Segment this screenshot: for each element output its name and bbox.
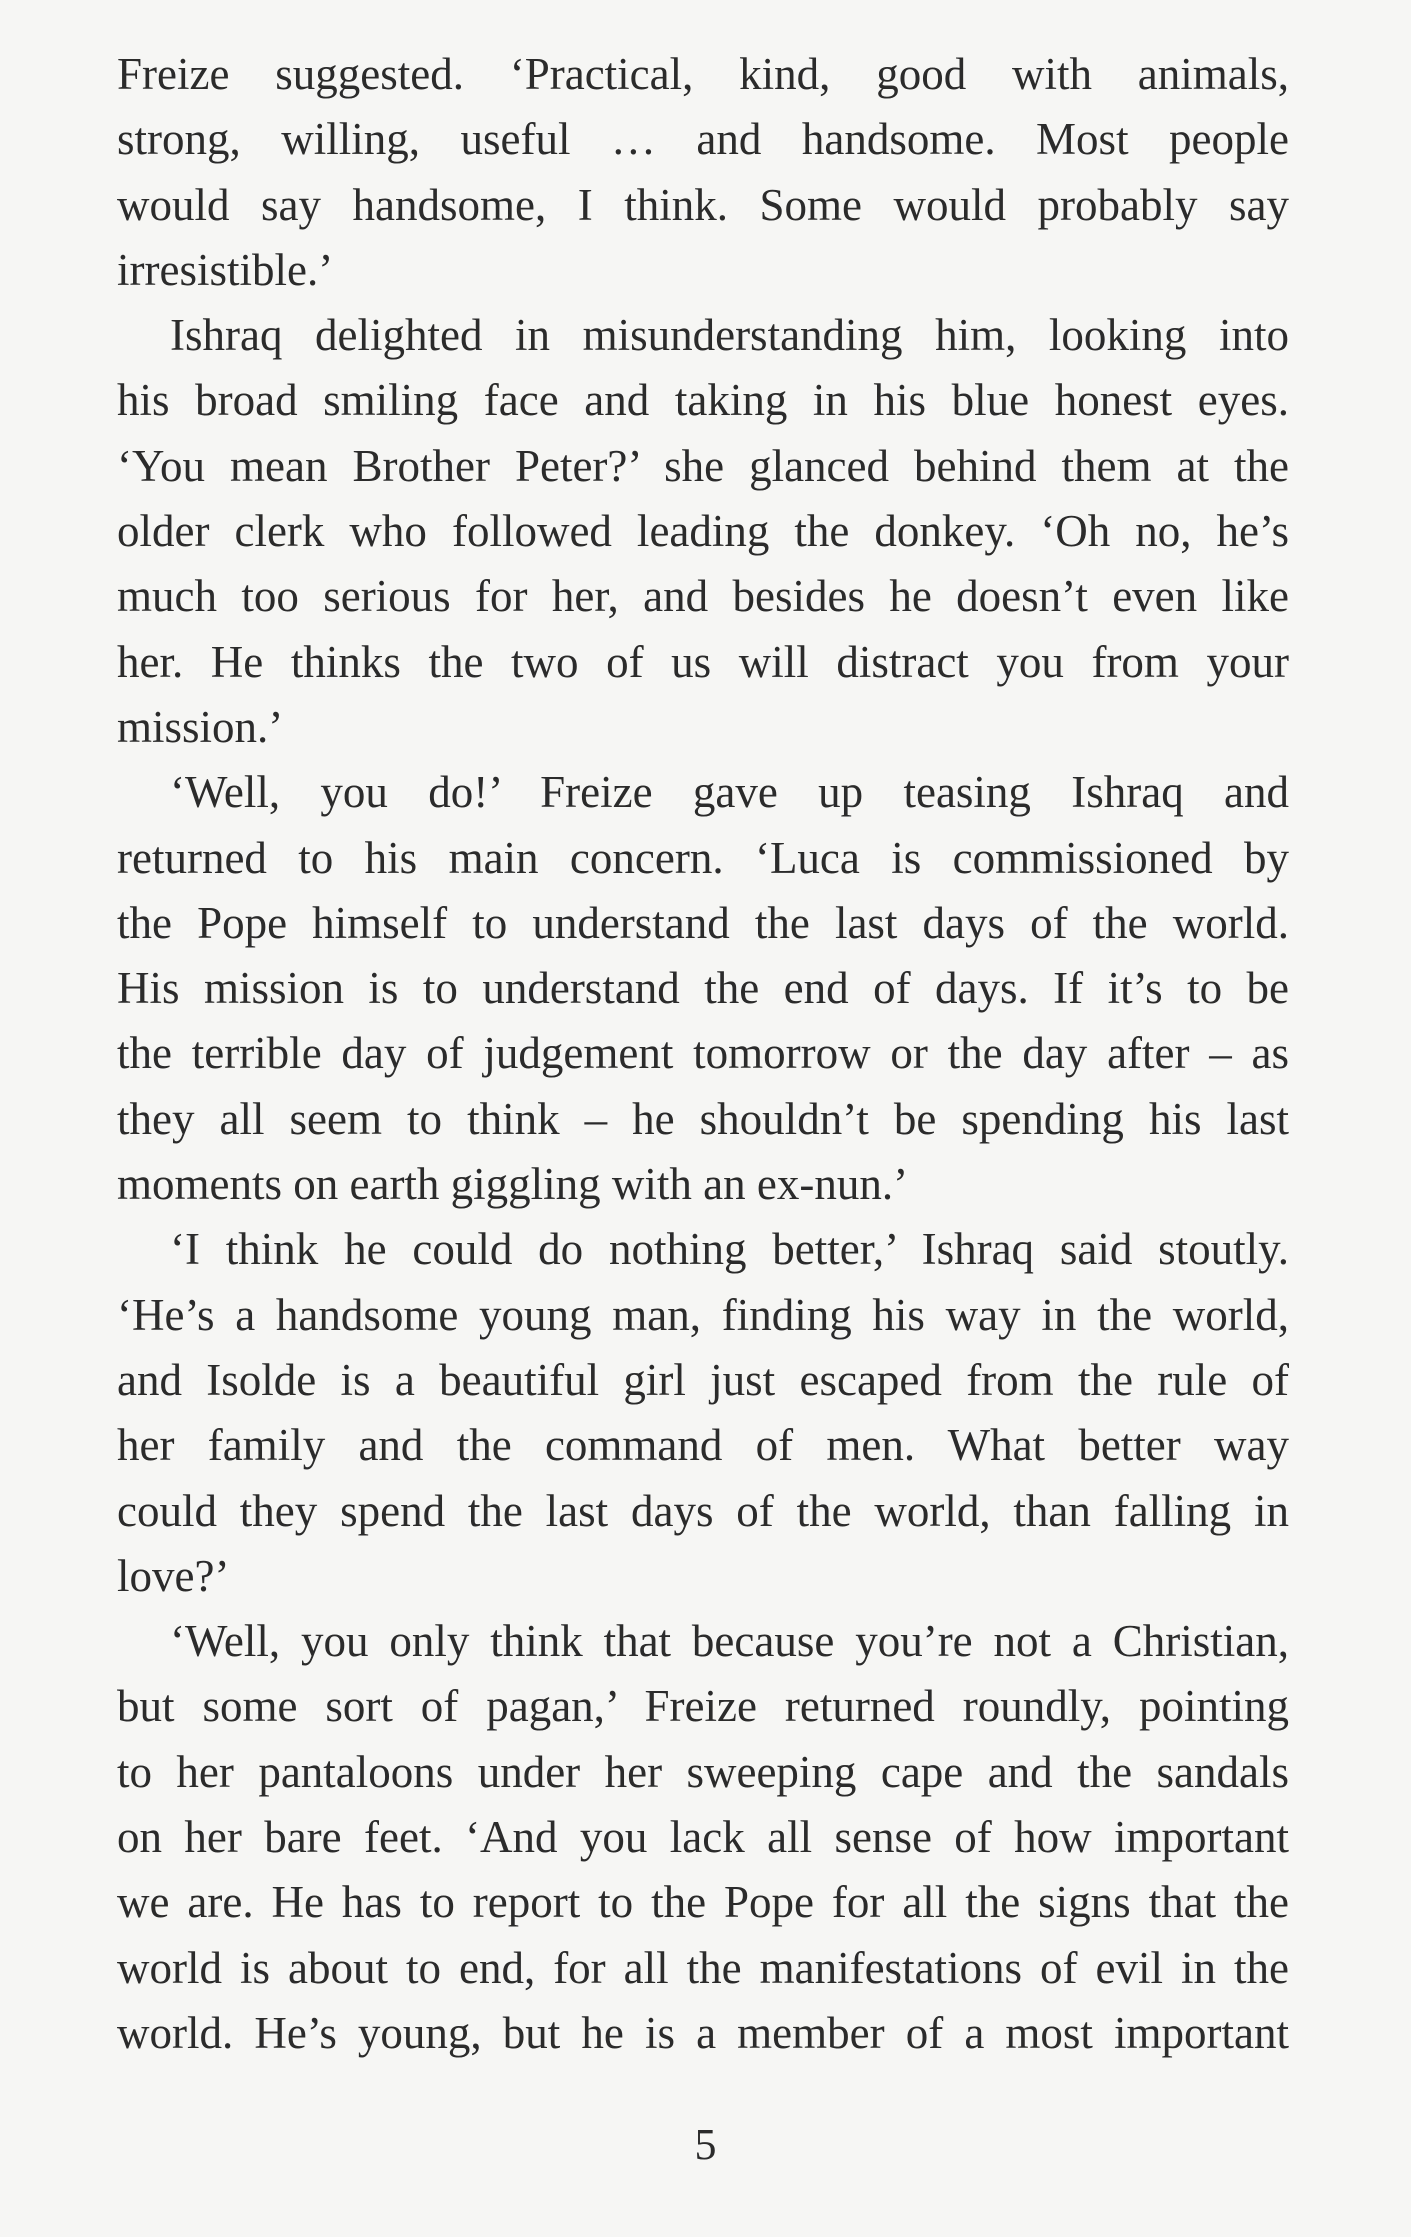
- text-line: ‘He’s a handsome young man, finding his way in the world,: [117, 1289, 1289, 1340]
- text-line: world is about to end, for all the manifestations of evil in the: [117, 1942, 1289, 1993]
- text-line: love?’: [117, 1550, 230, 1601]
- text-line: the terrible day of judgement tomorrow or the day after – as: [117, 1028, 1289, 1079]
- text-line: the Pope himself to understand the last days of the world.: [117, 897, 1289, 948]
- text-line: much too serious for her, and besides he doesn’t even like: [117, 571, 1289, 622]
- text-line: His mission is to understand the end of days. If it’s to be: [117, 963, 1289, 1014]
- body-text: [117, 42, 1289, 2066]
- text-line: older clerk who followed leading the donkey. ‘Oh no, he’s: [117, 506, 1289, 557]
- text-line: would say handsome, I think. Some would probably say: [117, 179, 1289, 230]
- text-line: Freize suggested. ‘Practical, kind, good with animals,: [117, 49, 1289, 99]
- text-line: ‘Well, you only think that because you’re not a Christian,: [170, 1616, 1289, 1667]
- text-line: Ishraq delighted in misunderstanding him, looking into: [170, 310, 1289, 361]
- text-line: ‘Well, you do!’ Freize gave up teasing Ishraq and: [170, 767, 1289, 818]
- text-line: returned to his main concern. ‘Luca is commissioned by: [117, 832, 1289, 883]
- text-line: could they spend the last days of the world, than falling in: [117, 1485, 1289, 1536]
- text-line: her family and the command of men. What better way: [117, 1420, 1289, 1471]
- text-line: his broad smiling face and taking in his blue honest eyes.: [117, 375, 1289, 426]
- text-line: mission.’: [117, 701, 284, 752]
- text-line: on her bare feet. ‘And you lack all sense of how important: [117, 1812, 1289, 1863]
- text-line: moments on earth giggling with an ex-nun.’: [117, 1159, 909, 1210]
- text-line: they all seem to think – he shouldn’t be spending his last: [117, 1093, 1289, 1144]
- text-line: world. He’s young, but he is a member of a most important: [117, 2007, 1289, 2058]
- text-line: to her pantaloons under her sweeping cape and the sandals: [117, 1746, 1289, 1797]
- text-line: but some sort of pagan,’ Freize returned roundly, pointing: [117, 1681, 1289, 1732]
- text-line: ‘I think he could do nothing better,’ Ishraq said stoutly.: [170, 1224, 1289, 1275]
- page-number: 5: [694, 2120, 717, 2169]
- text-line: irresistible.’: [117, 244, 334, 295]
- text-line: strong, willing, useful … and handsome. Most people: [117, 114, 1289, 165]
- text-line: we are. He has to report to the Pope for all the signs that the: [117, 1877, 1289, 1928]
- text-line: her. He thinks the two of us will distract you from your: [117, 636, 1289, 687]
- text-line: ‘You mean Brother Peter?’ she glanced behind them at the: [117, 440, 1289, 491]
- text-line: and Isolde is a beautiful girl just escaped from the rule of: [117, 1354, 1289, 1405]
